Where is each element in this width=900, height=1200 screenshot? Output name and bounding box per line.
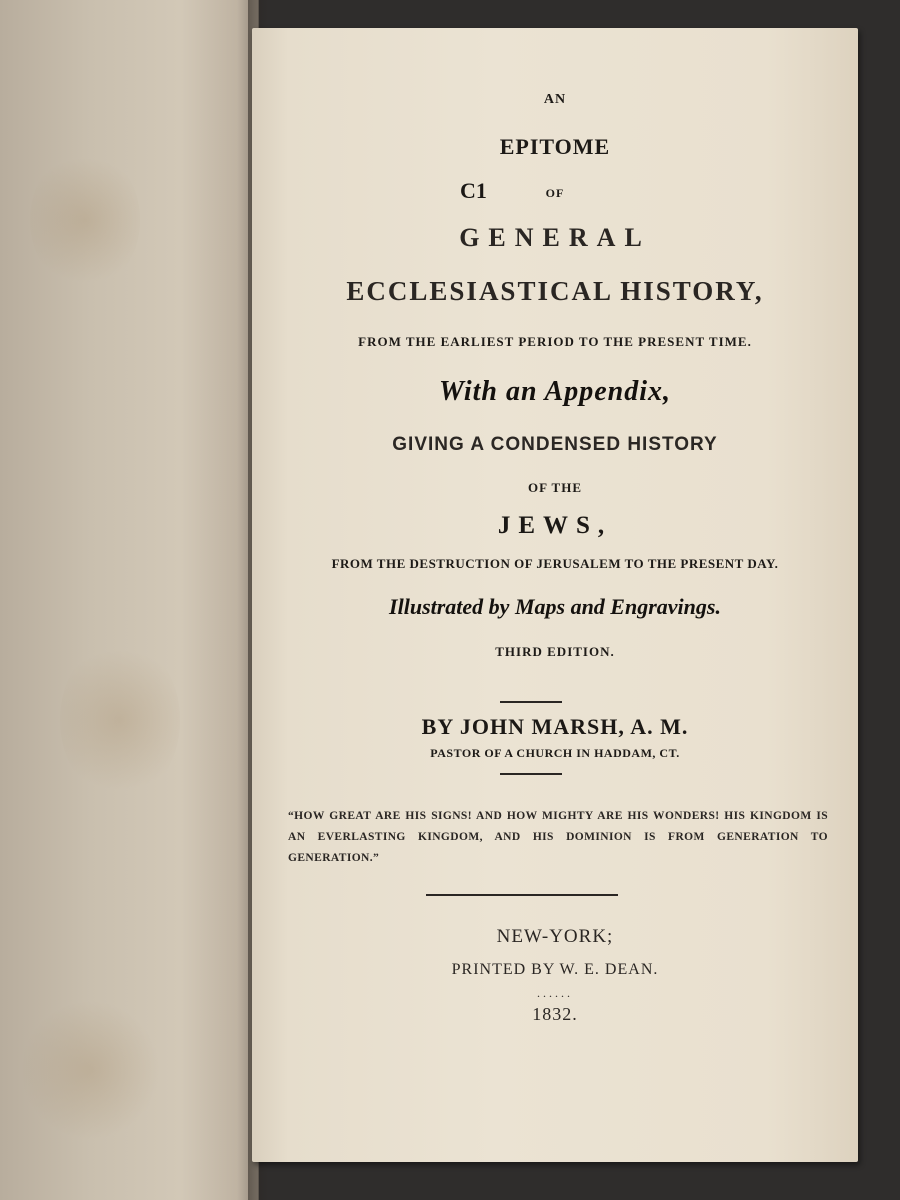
edition-label: THIRD EDITION. — [495, 644, 615, 659]
title-epitome: EPITOME — [499, 134, 611, 159]
subtitle-period: FROM THE EARLIEST PERIOD TO THE PRESENT TIME. — [358, 334, 752, 349]
title-page — [252, 28, 858, 1162]
title-of: OF — [545, 186, 565, 200]
imprint-dots: ...... — [537, 986, 573, 1000]
divider-rule — [426, 894, 618, 896]
divider-rule — [500, 701, 562, 703]
handwritten-mark: C1 — [460, 178, 487, 203]
foxing-stain — [20, 1000, 160, 1140]
left-page — [0, 0, 259, 1200]
imprint-city: NEW-YORK; — [496, 926, 614, 947]
imprint-year: 1832. — [532, 1004, 578, 1024]
subtitle-appendix: With an Appendix, — [439, 376, 671, 407]
subtitle-illustrated: Illustrated by Maps and Engravings. — [389, 594, 721, 619]
title-general: GENERAL — [459, 223, 651, 252]
subtitle-destruction: FROM THE DESTRUCTION OF JERUSALEM TO THE PRESENT DAY. — [331, 556, 779, 571]
foxing-stain — [30, 150, 140, 290]
title-ecclesiastical-history: ECCLESIASTICAL HISTORY, — [346, 276, 764, 306]
subtitle-jews: JEWS, — [497, 512, 613, 539]
epigraph-quote: “HOW GREAT ARE HIS SIGNS! AND HOW MIGHTY ARE HIS WONDERS! HIS KINGDOM IS AN EVERLASTING KINGDOM, AND HIS DOMINION IS FROM GENERATION TO GENERATION.” — [288, 810, 828, 864]
imprint-printer: PRINTED BY W. E. DEAN. — [451, 961, 659, 978]
author-name: BY JOHN MARSH, A. M. — [421, 714, 689, 739]
title-an: AN — [543, 92, 567, 107]
divider-rule — [500, 773, 562, 775]
subtitle-giving: GIVING A CONDENSED HISTORY — [392, 434, 718, 455]
subtitle-of-the: OF THE — [527, 480, 583, 495]
author-title: PASTOR OF A CHURCH IN HADDAM, CT. — [430, 746, 680, 760]
foxing-stain — [60, 640, 180, 800]
